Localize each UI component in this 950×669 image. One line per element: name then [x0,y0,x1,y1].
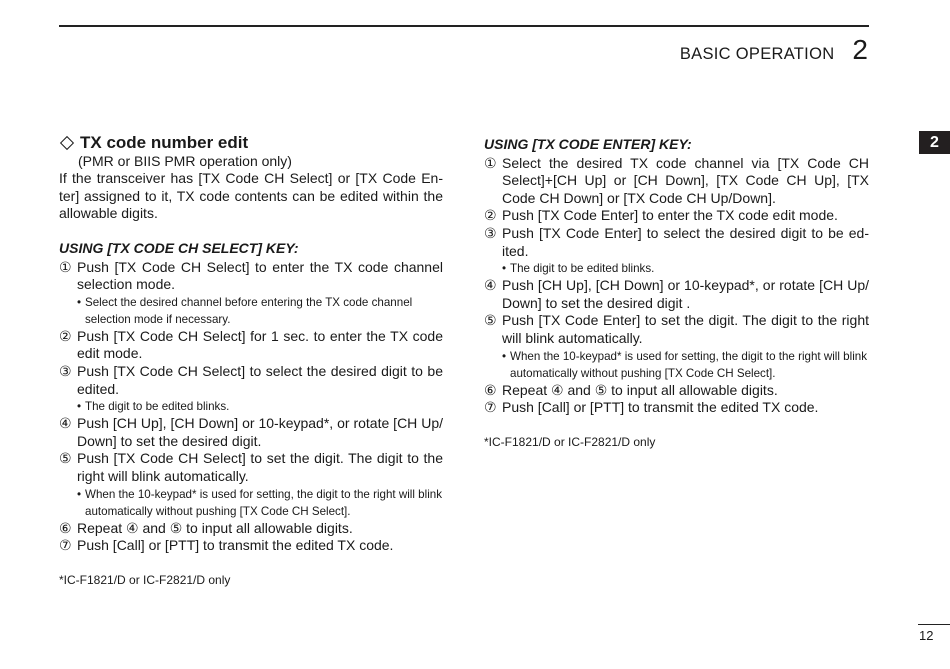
step-note-text: When the 10-keypad* is used for setting, the digit to the right will blink automatically without pushing [TX Code CH Select]. [510,349,868,380]
step-text: Repeat ④ and ⑤ to input all allowable digits. [77,519,353,536]
step-note-text: The digit to be edited blinks. [85,400,230,414]
chapter-title: BASIC OPERATION [679,45,835,63]
step-number: ⑤ [59,450,72,467]
page-number: 12 [919,628,934,643]
right-footnote: *IC-F1821/D or IC-F2821/D only [484,434,656,449]
step-number: ⑤ [484,312,497,329]
step-text: Push [TX Code Enter] to set the digit. The digit to the right will blink automatically. [502,312,869,346]
section-title [59,134,443,152]
step-number: ⑥ [59,519,72,536]
step-number: ① [484,154,497,171]
step-note-text: When the 10-keypad* is used for setting, the digit to the right will blink automatically without pushing [TX Code CH Select]. [85,487,443,518]
step-note-text: Select the desired channel before entering the TX code channel selection mode if necessary. [85,295,413,326]
step-text: Push [TX Code CH Select] to enter the TX code channel selection mode. [77,258,443,293]
right-column [484,136,869,451]
footer-rule [918,624,950,625]
step-item [484,207,869,225]
step-note [59,398,443,415]
step-number: ③ [59,362,72,379]
step-text: Repeat ④ and ⑤ to input all allowable digits. [502,381,778,398]
step-number: ④ [59,415,72,432]
header-rule [59,25,869,27]
step-note [59,294,443,328]
step-text: Push [TX Code CH Select] to set the digit. The digit to the right will blink automatically. [77,450,443,484]
step-text: Push [Call] or [PTT] to transmit the edited TX code. [77,537,394,554]
step-item [484,155,869,208]
step-number: ⑥ [484,381,497,398]
step-item [59,259,443,294]
step-text: Push [CH Up], [CH Down] or 10-keypad*, or rotate [CH Up/ Down] to set the desired digit. [77,415,443,449]
chapter-number: 2 [852,34,868,65]
left-steps [59,259,443,555]
step-text: Push [Call] or [PTT] to transmit the edited TX code. [502,399,819,416]
step-item [59,328,443,363]
step-text: Push [CH Up], [CH Down] or 10-keypad*, or rotate [CH Up/ Down] to set the desired digit . [502,277,869,311]
step-item [59,415,443,450]
step-note [59,486,443,520]
step-item [59,450,443,485]
bullet-icon: • [77,400,82,414]
page-header [680,34,868,66]
step-item [59,537,443,555]
step-number: ⑦ [484,399,497,416]
step-item [484,312,869,347]
step-note-text: The digit to be edited blinks. [510,262,655,276]
section-subtitle: (PMR or BIIS PMR operation only) [78,152,292,169]
section-title-text: TX code number edit [80,133,249,152]
intro-paragraph: If the transceiver has [TX Code CH Select] or [TX Code Enter] assigned to it, TX code contents can be edited within the allowable digits. [59,170,443,222]
step-item [59,520,443,538]
step-item [59,363,443,398]
left-heading: USING [TX CODE CH SELECT] KEY: [59,239,299,256]
step-note [484,260,869,277]
step-number: ② [484,207,497,224]
bullet-icon: • [502,349,507,363]
chapter-tab: 2 [919,131,950,154]
step-text: Push [TX Code CH Select] to select the desired digit to be edited. [77,362,443,397]
bullet-icon: • [502,262,507,276]
left-footnote: *IC-F1821/D or IC-F2821/D only [59,572,231,587]
step-text: Push [TX Code CH Select] for 1 sec. to enter the TX code edit mode. [77,327,443,362]
step-item [484,225,869,260]
step-text: Push [TX Code Enter] to enter the TX code edit mode. [502,207,838,224]
step-item [484,399,869,417]
right-steps [484,155,869,417]
left-column [59,134,443,589]
step-number: ④ [484,277,497,294]
step-number: ⑦ [59,537,72,554]
diamond-icon [60,136,74,150]
bullet-icon: • [77,487,82,501]
step-number: ① [59,258,72,275]
step-text: Push [TX Code Enter] to select the desired digit to be edited. [502,224,869,259]
step-item [484,382,869,400]
step-item [484,277,869,312]
step-text: Select the desired TX code channel via [TX Code CH Select]+[CH Up] or [CH Down], [TX Code CH Up], [TX Code CH Down] or [TX Code CH Up/Down]. [502,154,869,206]
step-note [484,348,869,382]
step-number: ② [59,327,72,344]
right-heading: USING [TX CODE ENTER] KEY: [484,136,692,152]
bullet-icon: • [77,295,82,309]
step-number: ③ [484,224,497,241]
